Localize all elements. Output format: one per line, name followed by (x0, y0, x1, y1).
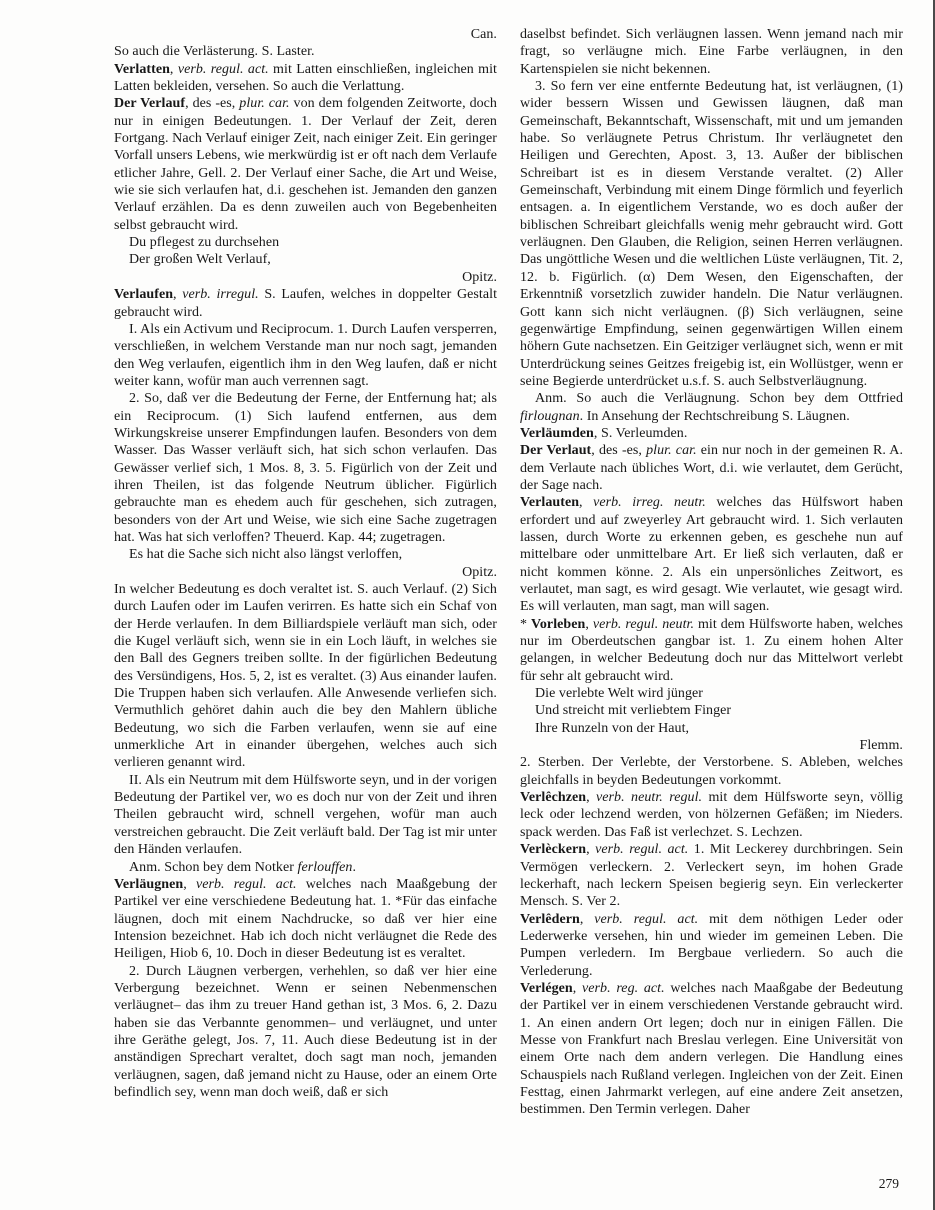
entry-verlaufen (114, 286, 497, 321)
text-run: . (352, 859, 356, 875)
entry-verlechzen (520, 789, 903, 841)
text-run: Es hat die Sache sich nicht also längst verloffen, (129, 547, 403, 563)
entry-der-verlaut (520, 442, 903, 494)
text-run: plur. car. (646, 443, 697, 459)
text-run: , (586, 790, 597, 806)
right-column (520, 26, 903, 1119)
text-run: * (520, 616, 531, 632)
text-run: verb. regul. act. (594, 911, 699, 927)
text-run: Verläumden (520, 425, 594, 441)
entry-verleckern (520, 841, 903, 910)
text-run: Verlêchzen (520, 790, 587, 806)
text-run: welches nach Maaßgabe der Bedeutung der Partikel ver in einem verschiedenen Verstande gebraucht wird. 1. An einen andern Ort legen; doch nur in einigen Fällen. Die Messe von Frankfurt nach Breslau verlegen. Eine Universität von einem Orte nach dem andern verlegen. Die Handlung eines Schauspiels nach Rußland verlegen. Ingleichen von der Zeit. Einen Festtag, einen Jahrmarkt verlegen, auf eine andere Zeit ansetzen, bestimmen. Den Termin verlegen. Daher (520, 980, 904, 1118)
text-run: verb. regul. neutr. (592, 616, 695, 632)
text-run: 2. So, daß ver die Bedeutung der Ferne, der Entfernung hat; als ein Reciprocum. (1) Sich laufend entfernen, aus dem Wirkungskreise unserer Empfindungen laufen. Besonders von dem Wasser. Das Wasser verläuft sich, hat sich schon verlaufen. Das Gewässer verlief sich, 1 Mos. 8, 3. 5. Figürlich von der Zeit und ihren Theilen, ist das folgende Neutrum üblicher. Figürlich gebrauchte man es ehedem auch für geschehen, sich zutragen, besonders von der Art und Weise, wie sich eine Sache zugetragen hat. Was hat sich verloffen? Theuerd. Kap. 44; zugetragen. (114, 391, 497, 545)
paragraph (114, 772, 497, 859)
paragraph (114, 321, 497, 390)
entry-verledern (520, 911, 903, 980)
text-run: mit Latten einschließen, ingleichen mit Latten bekleiden, versehen. So auch die Verlattung. (114, 61, 497, 95)
text-run: 2. Durch Läugnen verbergen, verhehlen, so daß ver hier eine Verbergung bezeichnet. Wenn er seinen Nebenmenschen verläugnet– das ihm zu treuer Hand gethan ist, 3 Mos. 6, 2. Dazu haben sie das Verbannte genommen– und verläugnet, und unter ihre Geräthe gelegt, Jos. 7, 11. Auch diese Bedeutung ist in der anständigen Sprechart veraltet, doch sagt man noch, jemanden verläugnen, sagen, daß jemand nicht zu Hause, oder an einem Orte befindlich sey, wenn man doch weiß, daß er sich (114, 963, 497, 1100)
text-run: mit dem Hülfsworte seyn, völlig leck oder lechzend werden, von hölzernen Gefäßen; im Nieders. spack werden. Das Faß ist verlechzet. S. Lechzen. (520, 790, 903, 840)
text-run: Verlêdern (520, 911, 580, 927)
text-run: Verlaufen (114, 287, 174, 303)
text-run: Opitz. (462, 564, 497, 580)
page-number: 279 (878, 1176, 899, 1191)
text-run: Flemm. (859, 738, 903, 754)
text-run: , des -es, (185, 96, 240, 112)
text-run: ein nur noch in der gemeinen R. A. dem Verlaute nach übliches Wort, d.i. wie verlautet, dem Gerücht, der Sage nach. (520, 443, 903, 493)
text-run: Anm. Schon bey dem Notker (129, 859, 298, 875)
text-run: 1. Mit Leckerey durchbringen. Sein Vermögen verleckern. 2. Verleckert seyn, im hohen Grade leckerhaft, nach leckern Speisen begierig seyn. Ein verleckerter Mensch. S. Ver 2. (520, 842, 903, 910)
verse-line (114, 251, 497, 268)
text-run: , (579, 911, 595, 927)
text-run: Verlauten (520, 495, 580, 511)
text-run: Anm. So auch die Verläugnung. Schon bey dem Ottfried (535, 391, 903, 407)
text-run: Du pflegest zu durchsehen (129, 235, 280, 251)
text-columns (114, 26, 903, 1119)
text-run: 2. Sterben. Der Verlebte, der Verstorbene. S. Ableben, welches gleichfalls in beyden Bedeutungen vorkommt. (520, 755, 903, 788)
text-run: von dem folgenden Zeitworte, doch nur in einigen Bedeutungen. 1. Der Verlauf der Zeit, deren Fortgang. Nach Verlauf einiger Zeit, nach einiger Zeit. Ein geringer Vorfall unsers Lebens, wie merkwürdig ist er oft nach dem Verlaufe etlicher Jahre, Gell. 2. Der Verlauf einer Sache, die Art und Weise, wie sie sich verlaufen hat, d.i. geschehen ist. Jemanden den ganzen Verlauf erzählen. Da es denn zuweilen auch von Begebenheiten selbst gebraucht wird. (114, 96, 497, 233)
text-run: verb. regul. act. (195, 876, 297, 892)
verse-line (114, 234, 497, 251)
paragraph (114, 390, 497, 546)
attribution (114, 269, 497, 286)
text-run: , (585, 616, 593, 632)
text-run: . In Ansehung der Rechtschreibung S. Läugnen. (579, 408, 850, 424)
text-run: II. Als ein Neutrum mit dem Hülfsworte seyn, und in der vorigen Bedeutung der Partikel ver, wo es doch nur von der Zeit und ihren Theilen gebraucht wird, schnell vergehen, wofür man auch verstreichen gebraucht. Die Zeit verläuft bald. Der Tag ist mir unter den Händen verlaufen. (114, 772, 497, 858)
text-run: Die verlebte Welt wird jünger (535, 686, 704, 702)
verse-line (520, 685, 903, 702)
text-run: S. Laufen, welches in doppelter Gestalt gebraucht wird. (114, 287, 498, 320)
text-run: plur. car. (239, 96, 290, 112)
text-run: I. Als ein Activum und Reciprocum. 1. Durch Laufen versperren, verschließen, in welchem Verstande man nur noch sagt, jemanden den Weg verlaufen, eigentlich ihm in den Weg laufen, daß er nicht weiter kann, wofür man auch verrennen sagt. (114, 321, 497, 389)
verse-line (114, 546, 497, 563)
text-run: Verlatten (114, 61, 170, 77)
text-run: , (183, 876, 196, 892)
signature-mark (114, 26, 497, 43)
text-run: Opitz. (462, 269, 497, 285)
text-run: firlougnan (520, 408, 580, 424)
entry-vorleben (520, 616, 903, 685)
text-run: Verlégen (520, 980, 573, 996)
paragraph (114, 963, 497, 1102)
text-run: , (173, 287, 183, 303)
entry-der-verlauf (114, 95, 497, 234)
text-run: Und streicht mit verliebtem Finger (535, 703, 732, 719)
text-run: Ihre Runzeln von der Haut, (535, 720, 690, 736)
text-run: So auch die Verlästerung. S. Laster. (114, 44, 315, 60)
text-run: verb. neutr. regul. (596, 790, 703, 806)
verse-line (520, 720, 903, 737)
text-run: Der Verlaut (520, 443, 592, 459)
entry-verlatten (114, 61, 497, 96)
verse-line (520, 702, 903, 719)
entry-verlaeugnen (114, 876, 497, 963)
text-run: , (169, 61, 178, 77)
entry-verlauten (520, 494, 903, 615)
entry-verlaeumden (520, 425, 903, 442)
text-run: welches das Hülfswort haben erfordert und auf zweyerley Art gebraucht wird. 1. Sich verlauten lassen, durch Worte zu erkennen geben, es geschehe nun auf mittelbare oder unmittelbare Art. Er ließ sich verlauten, daß er nicht kommen könne. 2. Als ein unpersönliches Zeitwort, es verlautet, man sagt, es wird gesagt. Wie verlautet, wie gesagt wird. Es will verlauten, man sagt, man will sagen. (520, 495, 903, 615)
text-run: Vorleben (531, 616, 586, 632)
text-run: verb. irreg. neutr. (593, 495, 706, 511)
text-run: Can. (470, 27, 497, 42)
text-run: ferlouffen (297, 859, 353, 875)
text-run: , des -es, (591, 443, 647, 459)
left-column (114, 26, 497, 1119)
paragraph (520, 390, 903, 425)
text-run: Verlèckern (520, 842, 587, 858)
text-run: welches nach Maaßgebung der Partikel ver eine verschiedene Bedeutung hat. 1. *Für das einfache läugnen, doch mit einem Nachdrucke, so daß ver hier eine Intension bezeichnet. Hab ich doch nicht verläugnet die Rede des Heiligen, Hiob 6, 10. Doch in dieser Bedeutung ist es veraltet. (114, 876, 497, 962)
attribution (114, 564, 497, 581)
text-run: Der Verlauf (114, 96, 186, 112)
text-run: In welcher Bedeutung es doch veraltet ist. S. auch Verlauf. (2) Sich durch Laufen oder im Laufen verirren. Es hatte sich ein Schaf von der Herde verlaufen. In dem Billiardspiele verläuft man sich, oder die Kugel verläuft sich, wenn sie in ein Loch läuft, in welches sie den Ball des Gegners treiben sollte. In der figürlichen Bedeutung des Versündigens, Hos. 5, 2, ist es veraltet. (3) Aus einander laufen. Die Truppen haben sich verlaufen. Alle Anwesende verliefen sich. Vermuthlich gehöret dahin auch die bey den Mahlern übliche Bedeutung, wo sich die Farben verlaufen, wenn sie auf eine unmerkliche Art in einander übergehen, welches auch sich verlieren genannt wird. (114, 582, 497, 771)
text-run: mit dem Hülfsworte haben, welches nur im Oberdeutschen gangbar ist. 1. Zu einem hohen Alter gelangen, in welcher Bedeutung doch nur das Mittelwort verlebt für sehr alt gebraucht wird. (520, 616, 903, 684)
text-run: verb. regul. act. (177, 61, 269, 77)
paragraph (114, 43, 497, 60)
paragraph (520, 78, 903, 390)
text-run: Der großen Welt Verlauf, (129, 252, 271, 268)
text-run: , (572, 980, 583, 996)
text-run: , S. Verleumden. (593, 425, 688, 441)
text-run: verb. irregul. (182, 287, 259, 303)
text-run: verb. reg. act. (582, 980, 665, 996)
text-run: verb. regul. act. (595, 842, 689, 858)
attribution (520, 737, 903, 754)
paragraph (520, 754, 903, 789)
paragraph (520, 26, 903, 78)
text-run: 3. So fern ver eine entfernte Bedeutung hat, ist verläugnen, (1) wider bessern Wissen und Gewissen läugnen, daß man Gemeinschaft, Bekanntschaft, Wissenschaft, mit und um jemanden habe. So verläugnete Petrus Christum. Ihr verläugnetet den Heiligen und Gerechten, Apost. 3, 13. Außer der biblischen Schreibart ist es in diesem Verstande veraltet. (2) Aller Gemeinschaft, Verbindung mit einem Dinge förmlich und feyerlich entsagen. a. In eigentlichem Verstande, wo es doch außer der biblischen Schreibart gleichfalls wenig mehr gebraucht wird. Gott verläugnen. Den Glauben, die Religion, seinen Herren verläugnen. Das ungöttliche Wesen und die weltlichen Lüste verläugnen, Tit. 2, 12. b. Figürlich. (α) Dem Wesen, den Eigenschaften, der Erkenntniß vorsetzlich zuwider handeln. Die Natur verläugnen. Gott kann sich nicht verläugnen. (β) Sich verläugnen, seine gegenwärtige Empfindung, seinen gegenwärtigen Willen einem höhern Gute nachsetzen. Ein Geitziger verläugnet sich, wenn er mit Unterdrückung seines Geitzes freigebig ist, ein Wollüstger, wenn er seine Begierde unterdrücket u.s.f. S. auch Selbstverläugnung. (520, 79, 903, 389)
paragraph (114, 581, 497, 772)
text-run: Verläugnen (114, 876, 184, 892)
paragraph (114, 859, 497, 876)
text-run: , (586, 842, 596, 858)
text-run: mit dem nöthigen Leder oder Lederwerke versehen, hin und wieder im gemeinen Leben. Die Pumpen verledern. Im Bergbaue verliedern. So auch die Verlederung. (520, 911, 903, 979)
entry-verlegen (520, 980, 903, 1119)
text-run: daselbst befindet. Sich verläugnen lassen. Wenn jemand nach mir fragt, so verläugne mich. Eine Farbe verläugnen, in den Kartenspielen sie nicht bekennen. (520, 27, 903, 77)
text-run: , (579, 495, 594, 511)
